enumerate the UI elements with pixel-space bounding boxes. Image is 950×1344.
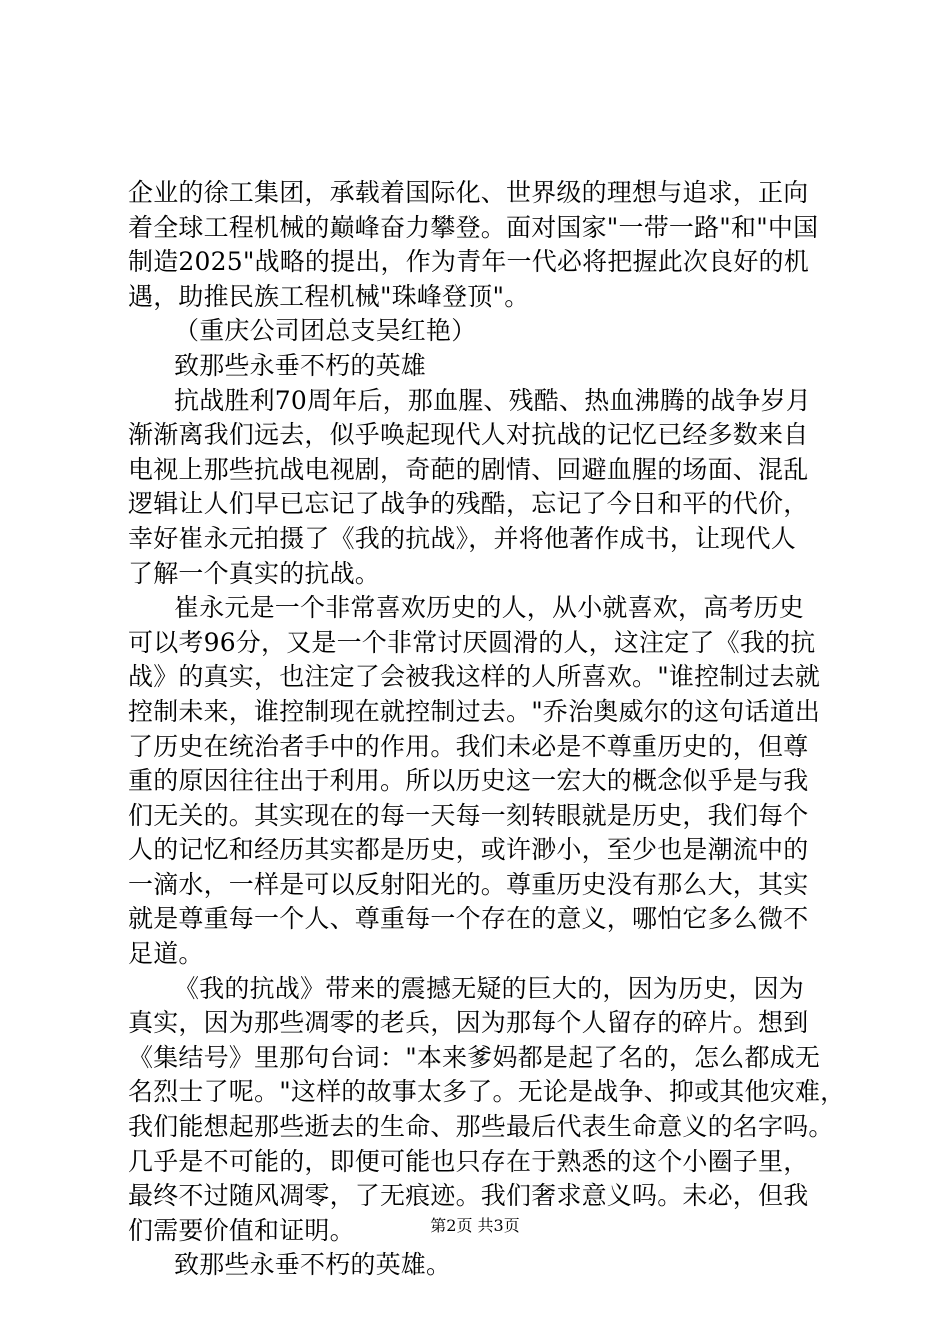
text-line: 着全球工程机械的巅峰奋力攀登。面对国家"一带一路"和"中国 — [128, 212, 819, 242]
text-line: 了解一个真实的抗战。 — [128, 558, 381, 588]
text-line: 了历史在统治者手中的作用。我们未必是不尊重历史的，但尊 — [128, 731, 809, 761]
text-line: 战》的真实，也注定了会被我这样的人所喜欢。"谁控制过去就 — [128, 662, 821, 692]
text-line: 真实，因为那些凋零的老兵，因为那每个人留存的碎片。想到 — [128, 1008, 809, 1038]
text-line: 一滴水，一样是可以反射阳光的。尊重历史没有那么大，其实 — [128, 869, 809, 899]
closing-line: 致那些永垂不朽的英雄。 — [174, 1250, 452, 1280]
document-body — [128, 176, 846, 1283]
text-line: 重的原因往往出于利用。所以历史这一宏大的概念似乎是与我 — [128, 766, 809, 796]
text-line: 幸好崔永元拍摄了《我的抗战》，并将他著作成书，让现代人 — [128, 523, 796, 553]
text-line: 足道。 — [128, 939, 204, 969]
text-line: 控制未来，谁控制现在就控制过去。"乔治奥威尔的这句话道出 — [128, 696, 821, 726]
text-line: 我们能想起那些逝去的生命、那些最后代表生命意义的名字吗。 — [128, 1112, 834, 1142]
text-line: 电视上那些抗战电视剧，奇葩的剧情、回避血腥的场面、混乱 — [128, 454, 809, 484]
text-line: 名烈士了呢。"这样的故事太多了。无论是战争、抑或其他灾难， — [128, 1077, 846, 1107]
text-line: 就是尊重每一个人、尊重每一个存在的意义，哪怕它多么微不 — [128, 904, 809, 934]
text-line: 几乎是不可能的，即便可能也只存在于熟悉的这个小圈子里， — [128, 1146, 809, 1176]
text-line: 们无关的。其实现在的每一天每一刻转眼就是历史，我们每个 — [128, 800, 809, 830]
text-line: 崔永元是一个非常喜欢历史的人，从小就喜欢，高考历史 — [174, 593, 805, 623]
author-attribution: （重庆公司团总支吴红艳） — [174, 316, 477, 346]
text-line: 最终不过随风凋零，了无痕迹。我们奢求意义吗。未必，但我 — [128, 1181, 809, 1211]
text-line: 可以考96分，又是一个非常讨厌圆滑的人，这注定了《我的抗 — [128, 627, 816, 657]
text-line: 遇，助推民族工程机械"珠峰登顶"。 — [128, 281, 530, 311]
text-line: 制造2025"战略的提出，作为青年一代必将把握此次良好的机 — [128, 247, 809, 277]
text-line: 《我的抗战》带来的震撼无疑的巨大的，因为历史，因为 — [174, 973, 805, 1003]
text-line: 抗战胜利70周年后，那血腥、残酷、热血沸腾的战争岁月 — [174, 385, 812, 415]
text-line: 企业的徐工集团，承载着国际化、世界级的理想与追求，正向 — [128, 178, 809, 207]
text-line: 《集结号》里那句台词："本来爹妈都是起了名的，怎么都成无 — [128, 1042, 821, 1072]
text-line: 逻辑让人们早已忘记了战争的残酷，忘记了今日和平的代价， — [128, 489, 809, 519]
article-title: 致那些永垂不朽的英雄 — [174, 350, 427, 380]
page-number: 第2页 共3页 — [430, 1216, 520, 1235]
text-line: 人的记忆和经历其实都是历史，或许渺小，至少也是潮流中的 — [128, 835, 809, 865]
text-line: 渐渐离我们远去，似乎唤起现代人对抗战的记忆已经多数来自 — [128, 420, 809, 450]
text-line: 们需要价值和证明。 — [128, 1215, 355, 1245]
